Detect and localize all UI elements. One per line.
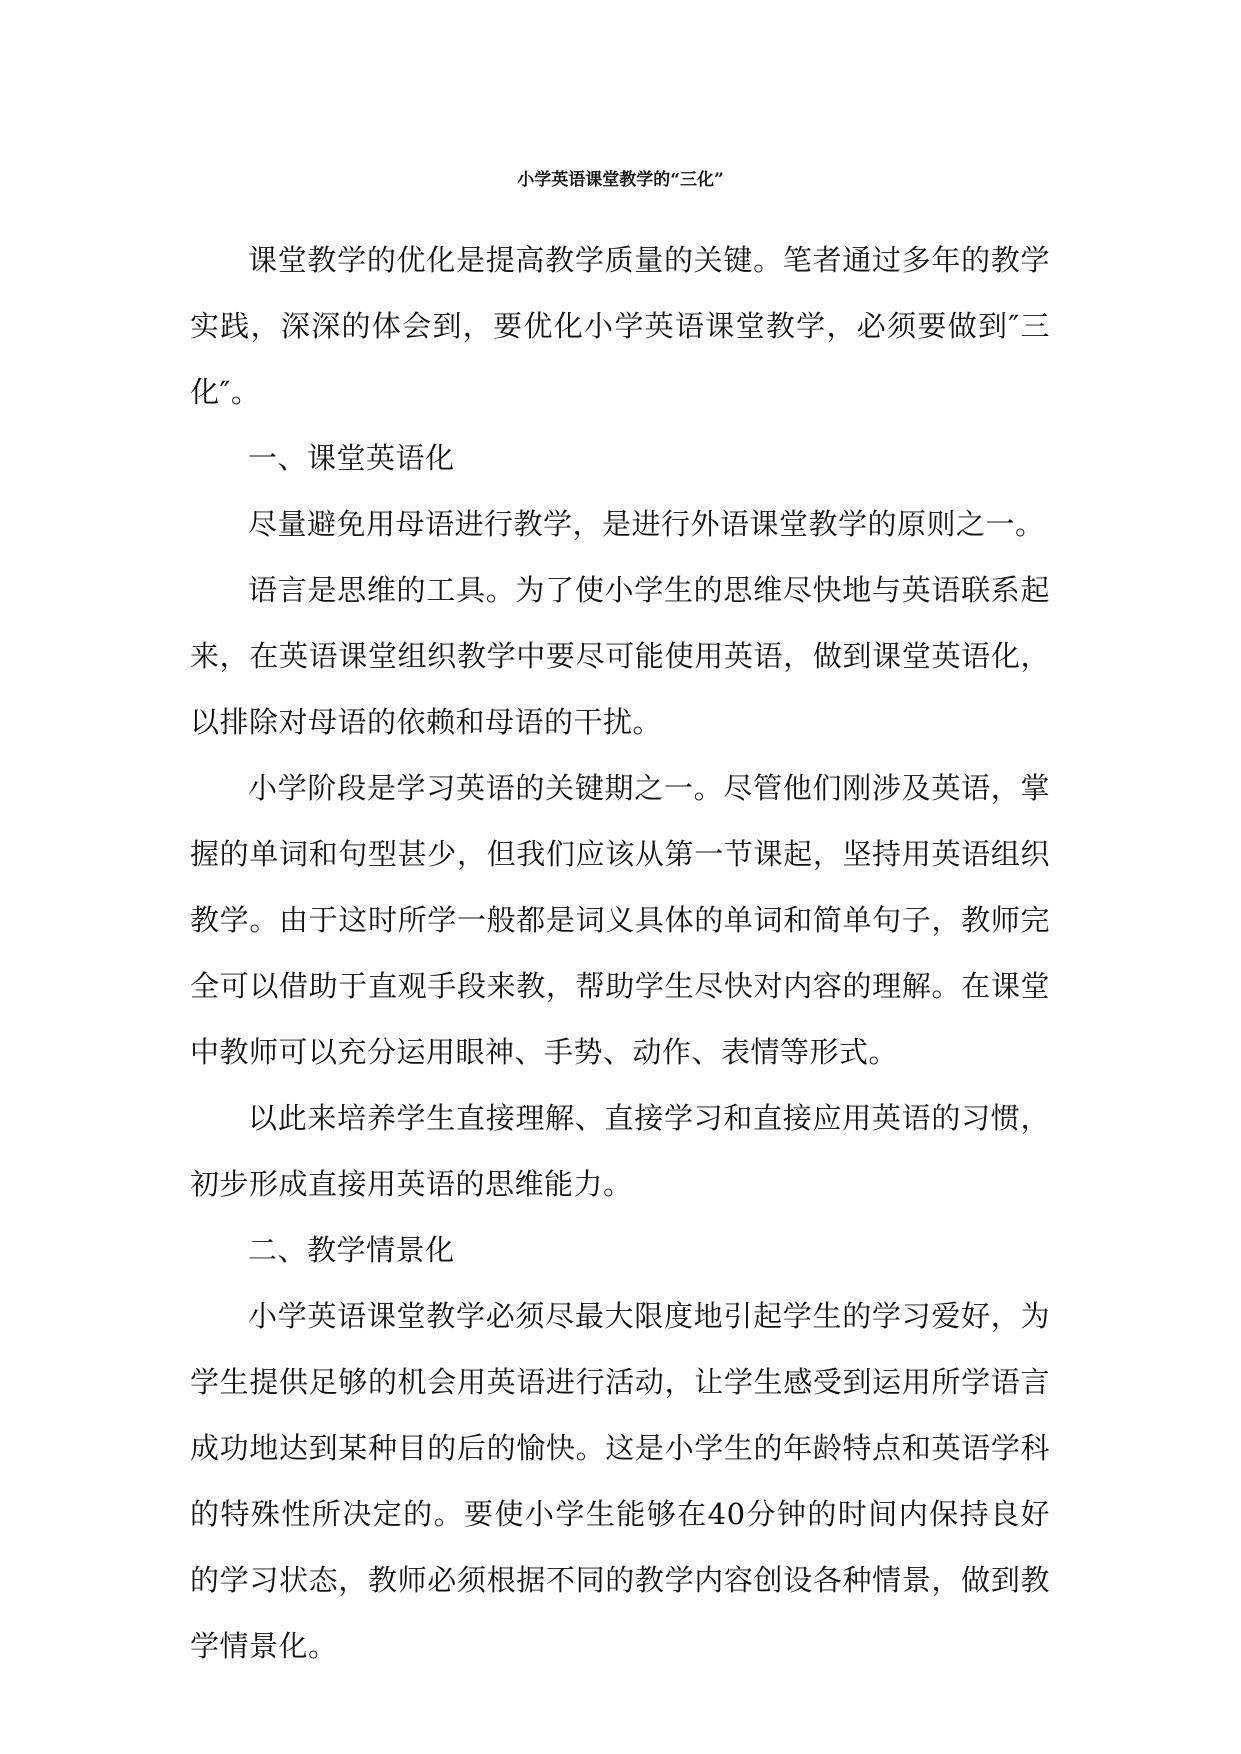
paragraph: 小学阶段是学习英语的关键期之一。尽管他们刚涉及英语，掌握的单词和句型甚少，但我们应该从第一节课起，坚持用英语组织教学。由于这时所学一般都是词义具体的单词和简单句子，教师完全可以借助于直观手段来教，帮助学生尽快对内容的理解。在课堂中教师可以充分运用眼神、手势、动作、表情等形式。 xyxy=(190,771,1050,1069)
paragraph: 小学英语课堂教学必须尽最大限度地引起学生的学习爱好，为学生提供足够的机会用英语进行活动，让学生感受到运用所学语言成功地达到某种目的后的愉快。这是小学生的年龄特点和英语学科的特殊性所决定的。要使小学生能够在40分钟的时间内保持良好的学习状态，教师必须根据不同的教学内容创设各种情景，做到教学情景化。 xyxy=(190,1299,1050,1663)
paragraph: 语言是思维的工具。为了使小学生的思维尽快地与英语联系起来，在英语课堂组织教学中要尽可能使用英语，做到课堂英语化，以排除对母语的依赖和母语的干扰。 xyxy=(190,573,1050,739)
paragraph: 尽量避免用母语进行教学，是进行外语课堂教学的原则之一。 xyxy=(248,507,1045,541)
paragraph: 以此来培养学生直接理解、直接学习和直接应用英语的习惯，初步形成直接用英语的思维能力。 xyxy=(190,1101,1050,1201)
document-title: 小学英语课堂教学的“三化” xyxy=(517,170,724,190)
paragraph-intro: 课堂教学的优化是提高教学质量的关键。笔者通过多年的教学实践，深深的体会到，要优化小学英语课堂教学，必须要做到″三化″。 xyxy=(190,243,1050,409)
document-body xyxy=(190,227,1050,1679)
section-heading-2: 二、教学情景化 xyxy=(248,1233,455,1267)
section-heading-1: 一、课堂英语化 xyxy=(248,441,455,475)
